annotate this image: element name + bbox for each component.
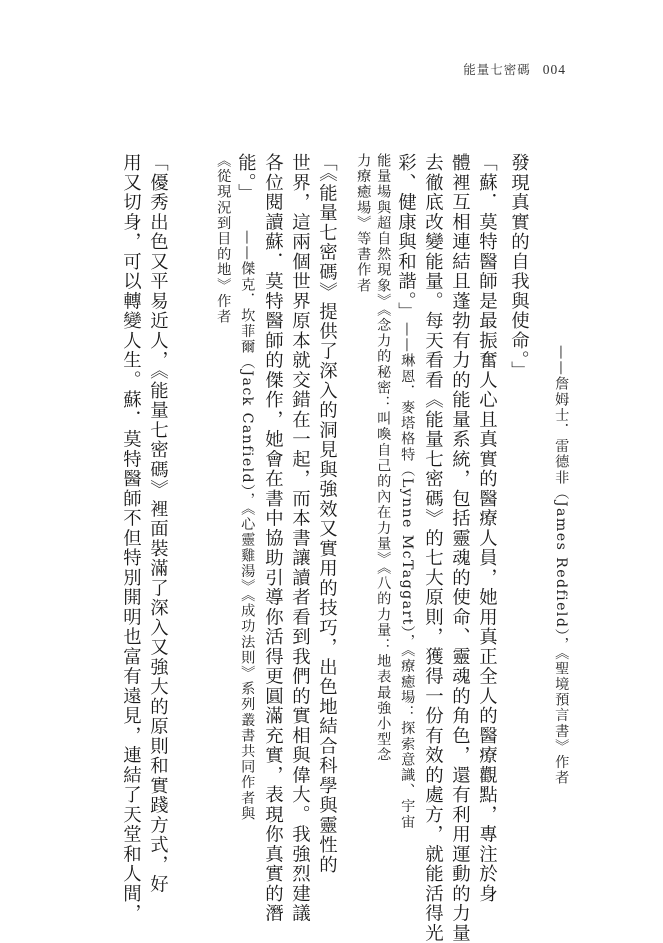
text-column-2: 「蘇．莫特醫師是最振奮人心且真實的醫療人員，她用真正全人的醫療觀點，專注於身 (476, 153, 498, 904)
text-column-4: 去徹底改變能量。每天看看《能量七密碼》的七大原則，獲得一份有效的處方，就能活得光 (422, 153, 444, 943)
text-column-6: 「《能量七密碼》提供了深入的洞見與強效又實用的技巧，出色地結合科學與靈性的 (316, 153, 338, 875)
attribution-redfield: ——詹姆士．雷德非（James Redfield），《聖境預言書》作者 (553, 345, 570, 786)
text-column-7: 世界，這兩個世界原本就交錯在一起，而本書讓讀者看到我們的實相與偉大。我強烈建議 (289, 153, 311, 924)
text-column-1: 發現真實的自我與使命。」 (508, 153, 530, 381)
text-column-3: 體裡互相連結且蓬勃有力的能量系統，包括靈魂的使命、靈魂的角色，還有利用運動的力量 (449, 153, 471, 943)
attribution-canfield-1: ——傑克．坎菲爾（Jack Canfield），《心靈雞湯》《成功法則》系列叢書共同作者與 (239, 230, 256, 822)
attribution-canfield-2: 《從現況到目的地》作者 (215, 153, 232, 325)
text-column-10: 「優秀出色又平易近人，《能量七密碼》裡面裝滿了深入又強大的原則和實踐方式，好 (147, 153, 169, 895)
text-column-8: 各位閱讀蘇．莫特醫師的傑作，她會在書中協助引導你活得更圓滿充實，表現你真實的潛 (262, 153, 284, 924)
text-column-5: 彩、健康與和諧。」 (395, 153, 417, 322)
page-number: 004 (542, 62, 566, 77)
text-column-11: 用又切身，可以轉變人生。蘇．莫特醫師不但特別開明也富有遠見，連結了天堂和人間， (120, 153, 142, 924)
attribution-mctaggart-2: 能量場與超自然現象》《念力的秘密：叫喚自己的內在力量》《八的力量：地表最強小型念 (375, 153, 392, 763)
attribution-mctaggart-1: ——琳恩．麥塔格特（Lynne McTaggart），《療癒場：探索意識、宇宙 (399, 322, 416, 830)
text-column-9: 能。」 (235, 153, 257, 204)
running-header (463, 60, 566, 78)
attribution-mctaggart-3: 力療癒場》等書作者 (355, 153, 372, 294)
running-header-title: 能量七密碼 (463, 62, 531, 77)
